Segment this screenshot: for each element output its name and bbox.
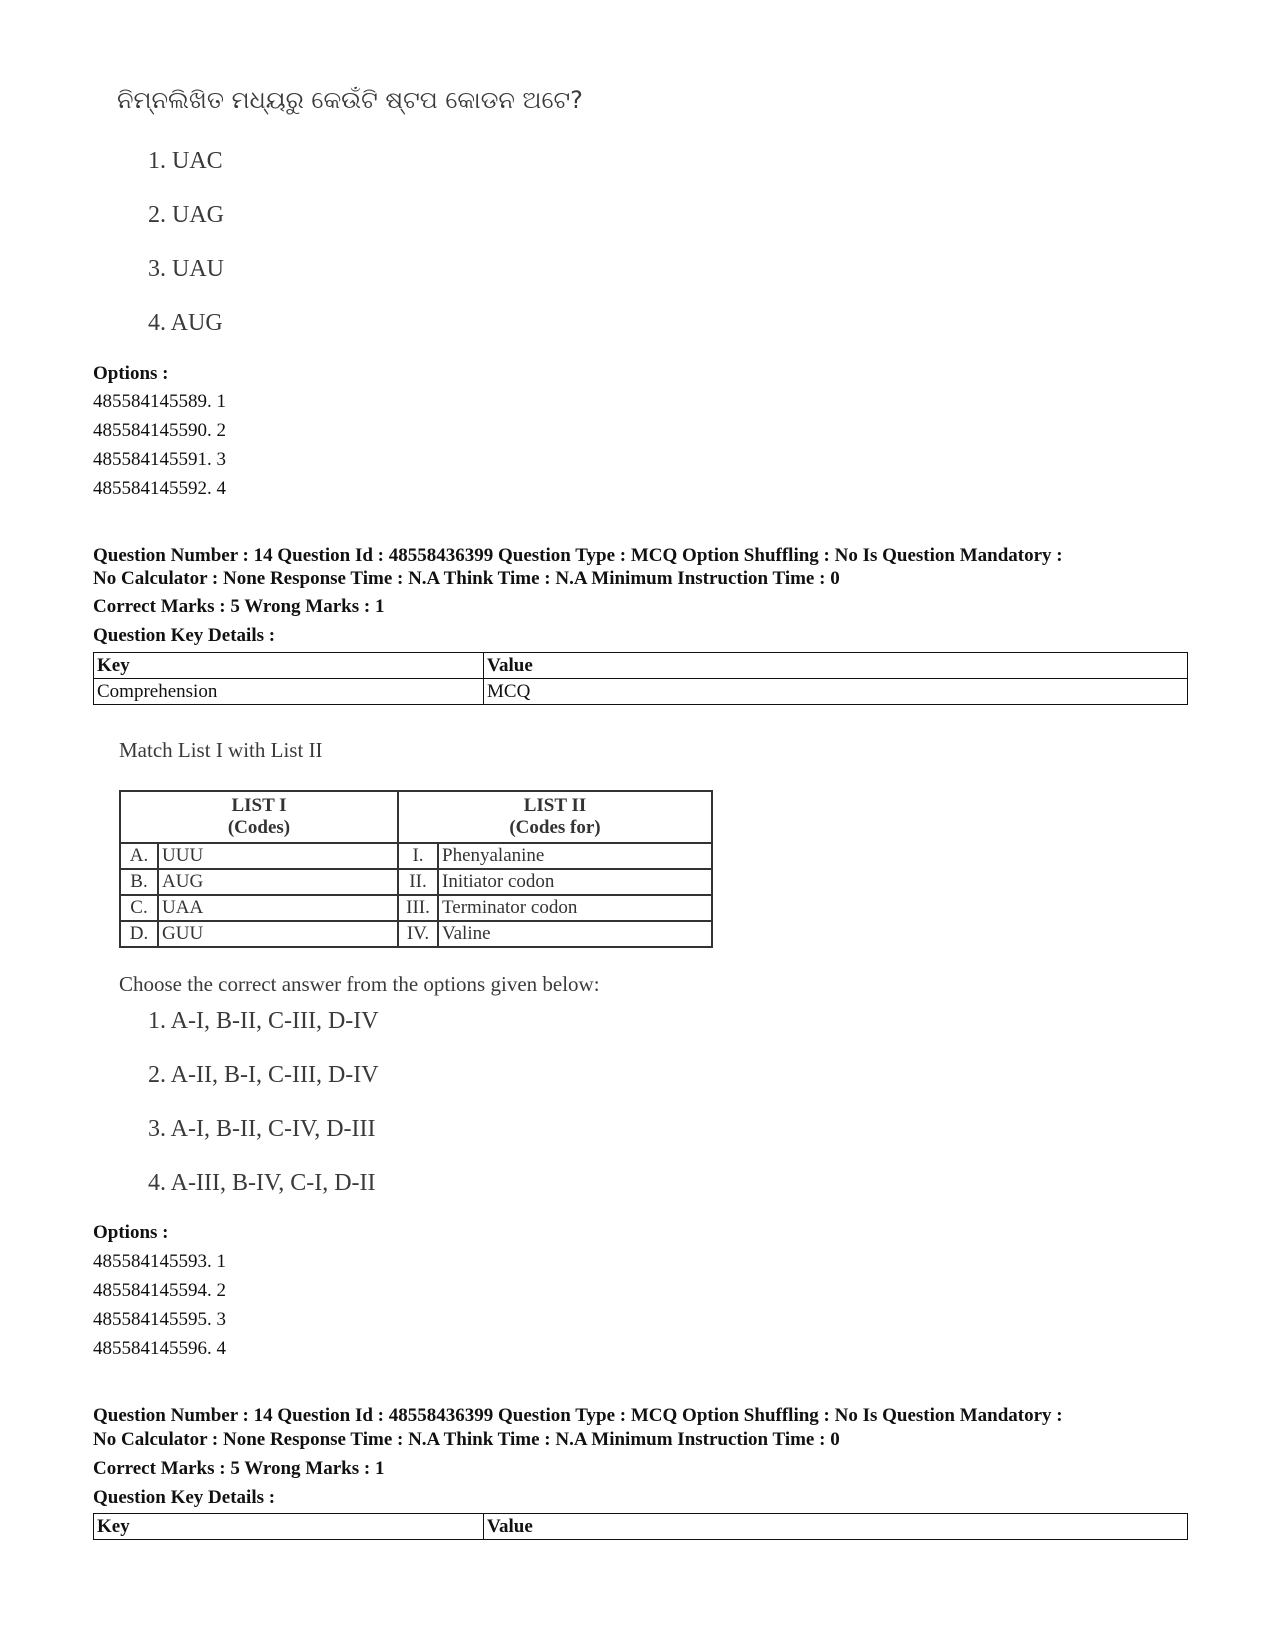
table-header-key: Key xyxy=(94,1514,484,1540)
table-header-value: Value xyxy=(484,653,1188,679)
question-header: No Calculator : None Response Time : N.A Think Time : N.A Minimum Instruction Time : 0 xyxy=(93,568,840,589)
table-header-row xyxy=(94,653,1188,679)
match-title: Match List I with List II xyxy=(119,738,323,762)
option-item: 485584145594. 2 xyxy=(93,1280,226,1301)
question-header: Question Number : 14 Question Id : 48558436399 Question Type : MCQ Option Shuffling : No Is Question Mandatory : xyxy=(93,1405,1063,1426)
question-choice: 3. A-I, B-II, C-IV, D-III xyxy=(148,1116,376,1142)
options-label: Options : xyxy=(93,1222,169,1243)
marks-line: Correct Marks : 5 Wrong Marks : 1 xyxy=(93,596,385,617)
table-row xyxy=(120,843,712,869)
list1-code: AUG xyxy=(158,869,398,895)
list1-header xyxy=(120,791,398,843)
table-row xyxy=(120,895,712,921)
list2-meaning: Valine xyxy=(438,921,712,947)
question-header: No Calculator : None Response Time : N.A Think Time : N.A Minimum Instruction Time : 0 xyxy=(93,1429,840,1450)
question-choice: 1. UAC xyxy=(148,148,223,174)
match-list-header xyxy=(120,791,712,843)
table-header-value: Value xyxy=(484,1514,1188,1540)
table-row xyxy=(120,921,712,947)
option-item: 485584145593. 1 xyxy=(93,1251,226,1272)
list1-letter: A. xyxy=(120,843,158,869)
list2-sub: (Codes for) xyxy=(509,817,601,838)
question-header: Question Number : 14 Question Id : 48558436399 Question Type : MCQ Option Shuffling : No Is Question Mandatory : xyxy=(93,545,1063,566)
list1-letter: B. xyxy=(120,869,158,895)
list1-code: GUU xyxy=(158,921,398,947)
list2-title: LIST II xyxy=(523,795,587,816)
question-choice: 2. A-II, B-I, C-III, D-IV xyxy=(148,1062,379,1088)
list2-numeral: II. xyxy=(398,869,438,895)
table-header-row xyxy=(94,1514,1188,1540)
option-item: 485584145589. 1 xyxy=(93,391,226,412)
match-list-table xyxy=(119,790,713,948)
key-value-table xyxy=(93,652,1188,705)
list1-letter: D. xyxy=(120,921,158,947)
table-header-key: Key xyxy=(94,653,484,679)
option-item: 485584145595. 3 xyxy=(93,1309,226,1330)
table-row xyxy=(120,869,712,895)
list1-code: UAA xyxy=(158,895,398,921)
option-item: 485584145591. 3 xyxy=(93,449,226,470)
question-text: ନିମ୍ନଲିଖିତ ମଧ୍ୟରୁ କେଉଁଟି ଷ୍ଟପ କୋଡନ ଅଟେ? xyxy=(117,86,583,114)
question-choice: 1. A-I, B-II, C-III, D-IV xyxy=(148,1008,379,1034)
list2-header xyxy=(398,791,712,843)
list1-sub: (Codes) xyxy=(227,817,291,838)
list1-letter: C. xyxy=(120,895,158,921)
key-details-label: Question Key Details : xyxy=(93,1487,276,1508)
list2-meaning: Terminator codon xyxy=(438,895,712,921)
key-value-table xyxy=(93,1513,1188,1540)
list2-meaning: Phenyalanine xyxy=(438,843,712,869)
list2-numeral: III. xyxy=(398,895,438,921)
question-choice: 3. UAU xyxy=(148,256,224,282)
key-details-label: Question Key Details : xyxy=(93,625,276,646)
table-row xyxy=(94,679,1188,705)
option-item: 485584145590. 2 xyxy=(93,420,226,441)
list2-meaning: Initiator codon xyxy=(438,869,712,895)
choose-instruction: Choose the correct answer from the options given below: xyxy=(119,972,600,996)
option-item: 485584145596. 4 xyxy=(93,1338,226,1359)
question-choice: 2. UAG xyxy=(148,202,224,228)
table-cell-value: MCQ xyxy=(484,679,1188,705)
options-label: Options : xyxy=(93,363,169,384)
question-choice: 4. AUG xyxy=(148,310,223,336)
list1-code: UUU xyxy=(158,843,398,869)
option-item: 485584145592. 4 xyxy=(93,478,226,499)
list2-numeral: I. xyxy=(398,843,438,869)
list1-title: LIST I xyxy=(231,795,287,816)
question-choice: 4. A-III, B-IV, C-I, D-II xyxy=(148,1170,376,1196)
marks-line: Correct Marks : 5 Wrong Marks : 1 xyxy=(93,1458,385,1479)
table-cell-key: Comprehension xyxy=(94,679,484,705)
list2-numeral: IV. xyxy=(398,921,438,947)
